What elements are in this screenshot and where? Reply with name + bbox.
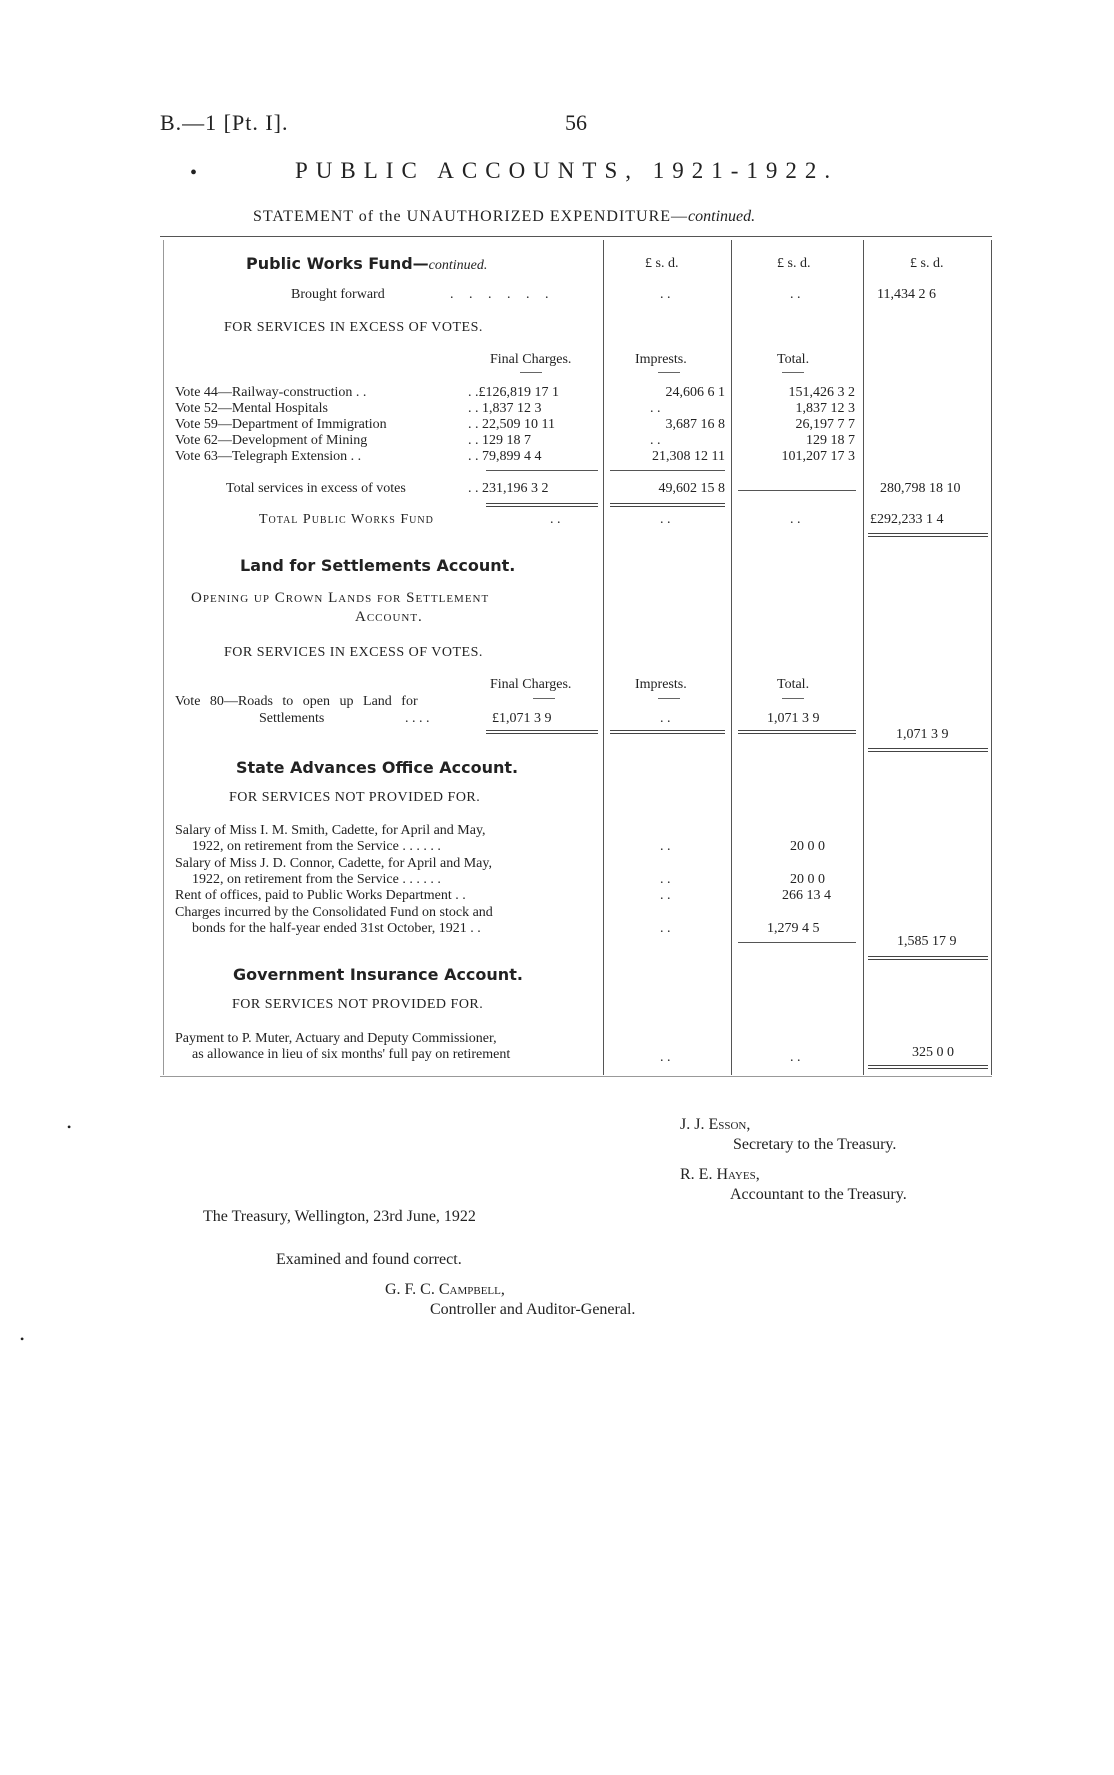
table-row-imprests: . . — [660, 921, 671, 936]
state-advances-heading: State Advances Office Account. — [236, 758, 519, 777]
double-rule — [868, 748, 988, 752]
table-row-imprests: . . — [660, 872, 671, 887]
table-row-imprests: . . — [660, 839, 671, 854]
table-row-total: 20 0 0 — [790, 839, 825, 854]
land-row-final: £1,071 3 9 — [492, 711, 552, 726]
table-row-final: . . 129 18 7 — [468, 433, 531, 448]
pw-imprests-header: Imprests. — [635, 352, 687, 367]
rule — [782, 698, 804, 699]
pw-total-imprests: 49,602 15 8 — [658, 481, 725, 496]
document-reference: B.—1 [Pt. I]. — [160, 110, 289, 135]
rule — [520, 372, 542, 373]
land-subheading-1: Opening up Crown Lands for Settlement — [191, 590, 490, 606]
gov-insurance-account-total: 325 0 0 — [912, 1045, 954, 1060]
pw-total-label: Total services in excess of votes — [226, 481, 406, 496]
pw-fund-col2-dots: . . — [790, 512, 801, 527]
pw-total-amount: 280,798 18 10 — [880, 481, 961, 496]
table-row-label: Vote 59—Department of Immigration — [175, 417, 387, 432]
table-row-imprests: 21,308 12 11 — [652, 449, 725, 464]
page-number: 56 — [565, 110, 587, 135]
signatory-3-title: Controller and Auditor-General. — [430, 1301, 636, 1318]
table-top-rule — [160, 236, 992, 237]
table-row-label: 1922, on retirement from the Service . . . . . . — [192, 839, 441, 854]
land-section-heading: FOR SERVICES IN EXCESS OF VOTES. — [224, 645, 483, 660]
table-row-imprests: 3,687 16 8 — [665, 417, 725, 432]
rule — [486, 470, 598, 471]
table-row-final: . . 1,837 12 3 — [468, 401, 542, 416]
margin-dot: • — [67, 1120, 72, 1134]
table-row-label: Vote 44—Railway-construction . . — [175, 385, 367, 400]
rule — [738, 942, 856, 943]
col2-currency-header: £ s. d. — [777, 256, 811, 271]
gov-insurance-row-label-1: Payment to P. Muter, Actuary and Deputy Commissioner, — [175, 1031, 497, 1046]
table-row-imprests: 24,606 6 1 — [665, 385, 725, 400]
brought-forward-label: Brought forward — [291, 287, 385, 302]
land-total-header: Total. — [777, 677, 810, 692]
table-row-total: 129 18 7 — [806, 433, 855, 448]
table-row-final: . . 22,509 10 11 — [468, 417, 555, 432]
double-rule — [610, 730, 725, 734]
pw-fund-total: £292,233 1 4 — [870, 512, 944, 527]
table-row-total: 101,207 17 3 — [781, 449, 855, 464]
public-works-heading: Public Works Fund—continued. — [246, 254, 488, 273]
table-row-imprests: . . — [650, 433, 661, 448]
rule — [658, 372, 680, 373]
land-row-imprests: . . — [660, 711, 671, 726]
brought-forward-col1: . . — [660, 287, 671, 302]
signatory-1-name: J. J. Esson, — [680, 1116, 751, 1133]
pw-total-header: Total. — [777, 352, 810, 367]
table-row-final: . .£126,819 17 1 — [468, 385, 559, 400]
examined-note: Examined and found correct. — [276, 1251, 462, 1268]
table-row-final: . . 79,899 4 4 — [468, 449, 542, 464]
signatory-2-name: R. E. Hayes, — [680, 1166, 760, 1183]
gov-insurance-section: FOR SERVICES NOT PROVIDED FOR. — [232, 997, 484, 1012]
pw-fund-label: Total Public Works Fund — [259, 512, 434, 527]
rule — [738, 490, 856, 491]
signatory-3-name: G. F. C. Campbell, — [385, 1281, 505, 1298]
table-row-total: 1,279 4 5 — [767, 921, 820, 936]
table-right-border — [991, 240, 992, 1075]
double-rule — [868, 1065, 988, 1069]
signatory-1-title: Secretary to the Treasury. — [733, 1136, 897, 1153]
double-rule — [868, 533, 988, 537]
col3-currency-header: £ s. d. — [910, 256, 944, 271]
table-row-label: Charges incurred by the Consolidated Fund on stock and — [175, 905, 493, 920]
gov-insurance-row-label-2: as allowance in lieu of six months' full pay on retirement — [192, 1047, 511, 1062]
margin-dot: • — [20, 1332, 25, 1346]
table-row-label: bonds for the half-year ended 31st October, 1921 . . — [192, 921, 481, 936]
table-left-border — [163, 240, 164, 1075]
land-imprests-header: Imprests. — [635, 677, 687, 692]
pw-fund-col1-dots: . . — [660, 512, 671, 527]
table-row-total: 20 0 0 — [790, 872, 825, 887]
land-row-leader: . . . . — [405, 711, 430, 726]
table-row-total: 26,197 7 7 — [795, 417, 855, 432]
table-row-imprests: . . — [660, 888, 671, 903]
double-rule — [486, 730, 598, 734]
table-row-label: Rent of offices, paid to Public Works Department . . — [175, 888, 466, 903]
column-divider-2 — [731, 240, 732, 1075]
double-rule — [738, 730, 856, 734]
rule — [658, 698, 680, 699]
land-account-total: 1,071 3 9 — [896, 727, 949, 742]
pw-section-heading: FOR SERVICES IN EXCESS OF VOTES. — [224, 320, 483, 335]
table-row-label: Vote 52—Mental Hospitals — [175, 401, 328, 416]
column-divider-3 — [863, 240, 864, 1075]
brought-forward-leader: . . . . . . — [450, 287, 555, 302]
gov-insurance-imprests: . . — [660, 1050, 671, 1065]
table-row-label: Vote 62—Development of Mining — [175, 433, 368, 448]
double-rule — [610, 503, 725, 507]
land-final-charges-header: Final Charges. — [490, 677, 572, 692]
signatory-2-title: Accountant to the Treasury. — [730, 1186, 907, 1203]
table-row-label: Vote 63—Telegraph Extension . . — [175, 449, 362, 464]
place-and-date: The Treasury, Wellington, 23rd June, 1922 — [203, 1208, 476, 1225]
rule — [610, 470, 725, 471]
pw-total-final: . . 231,196 3 2 — [468, 481, 549, 496]
land-subheading-2: Account. — [355, 609, 423, 625]
brought-forward-col2: . . — [790, 287, 801, 302]
table-row-imprests: . . — [650, 401, 661, 416]
table-row-total: 151,426 3 2 — [788, 385, 855, 400]
col1-currency-header: £ s. d. — [645, 256, 679, 271]
land-heading: Land for Settlements Account. — [240, 556, 516, 575]
rule — [533, 698, 555, 699]
pw-fund-col0-dots: . . — [550, 512, 561, 527]
pw-final-charges-header: Final Charges. — [490, 352, 572, 367]
land-row-label-2: Settlements — [259, 711, 325, 726]
table-row-total: 266 13 4 — [782, 888, 831, 903]
page-title: PUBLIC ACCOUNTS, 1921-1922. — [295, 158, 839, 183]
land-row-total: 1,071 3 9 — [767, 711, 820, 726]
gov-insurance-heading: Government Insurance Account. — [233, 965, 523, 984]
state-advances-total: 1,585 17 9 — [897, 934, 957, 949]
brought-forward-total: 11,434 2 6 — [877, 287, 936, 302]
table-bottom-rule — [160, 1076, 992, 1077]
table-row-label: Salary of Miss I. M. Smith, Cadette, for April and May, — [175, 823, 486, 838]
rule — [782, 372, 804, 373]
table-row-label: Salary of Miss J. D. Connor, Cadette, for April and May, — [175, 856, 492, 871]
table-row-label: 1922, on retirement from the Service . . . . . . — [192, 872, 441, 887]
double-rule — [486, 503, 598, 507]
column-divider-1 — [603, 240, 604, 1075]
double-rule — [868, 956, 988, 960]
land-row-label-1: Vote 80—Roads to open up Land for — [175, 694, 418, 709]
gov-insurance-total: . . — [790, 1050, 801, 1065]
bullet-mark: • — [190, 162, 198, 184]
state-advances-section: FOR SERVICES NOT PROVIDED FOR. — [229, 790, 481, 805]
table-row-total: 1,837 12 3 — [795, 401, 855, 416]
statement-heading: STATEMENT of the UNAUTHORIZED EXPENDITURE—continued. — [253, 208, 756, 225]
